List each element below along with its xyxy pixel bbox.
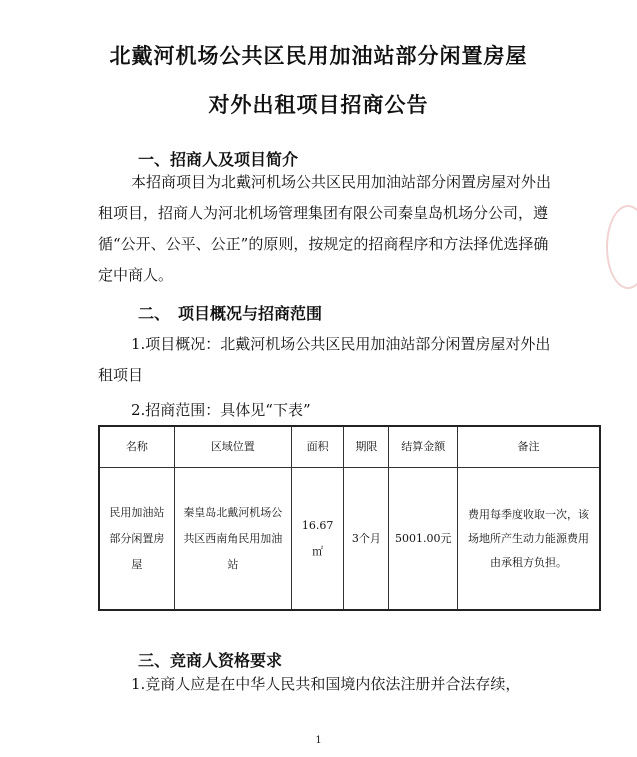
cell-amount: 5001.00元 bbox=[389, 468, 458, 611]
seal-stamp bbox=[606, 205, 637, 289]
header-name: 名称 bbox=[99, 426, 174, 468]
section-2-item-1-text: 1.项目概况：北戴河机场公共区民用加油站部分闲置房屋对外出租项目 bbox=[98, 335, 551, 384]
section-3-heading: 三、竞商人资格要求 bbox=[138, 651, 283, 670]
cell-area: 16.67㎡ bbox=[291, 468, 344, 611]
section-1-heading: 一、招商人及项目简介 bbox=[138, 150, 299, 169]
page-number: 1 bbox=[315, 735, 322, 746]
table-header-row bbox=[99, 426, 600, 468]
cell-name: 民用加油站部分闲置房屋 bbox=[99, 468, 174, 611]
title-line-2: 对外出租项目招商公告 bbox=[208, 93, 429, 117]
header-location: 区域位置 bbox=[174, 426, 291, 468]
section-1-text: 本招商项目为北戴河机场公共区民用加油站部分闲置房屋对外出租项目，招商人为河北机场管理集团有限公司秦皇岛机场分公司，遵循“公开、公平、公正”的原则，按规定的招商程序和方法择优选择确定中商人。 bbox=[98, 173, 552, 284]
title-line-1: 北戴河机场公共区民用加油站部分闲置房屋 bbox=[109, 44, 528, 68]
section-2-heading: 二、 项目概况与招商范围 bbox=[138, 304, 323, 323]
cell-term: 3个月 bbox=[344, 468, 389, 611]
header-term: 期限 bbox=[344, 426, 389, 468]
section-3-item-1: 1.竞商人应是在中华人民共和国境内依法注册并合法存续， bbox=[131, 675, 521, 693]
section-2-item-1 bbox=[98, 329, 558, 391]
header-amount: 结算金额 bbox=[389, 426, 458, 468]
cell-remark: 费用每季度收取一次，该场地所产生动力能源费用由承租方负担。 bbox=[458, 468, 600, 611]
cell-location: 秦皇岛北戴河机场公共区西南角民用加油站 bbox=[174, 468, 291, 611]
section-1-body bbox=[98, 167, 558, 291]
table-row bbox=[99, 468, 600, 611]
bid-scope-table bbox=[98, 425, 601, 611]
header-area: 面积 bbox=[291, 426, 344, 468]
section-2-item-2: 2.招商范围：具体见“下表” bbox=[131, 401, 311, 419]
header-remark: 备注 bbox=[458, 426, 600, 468]
